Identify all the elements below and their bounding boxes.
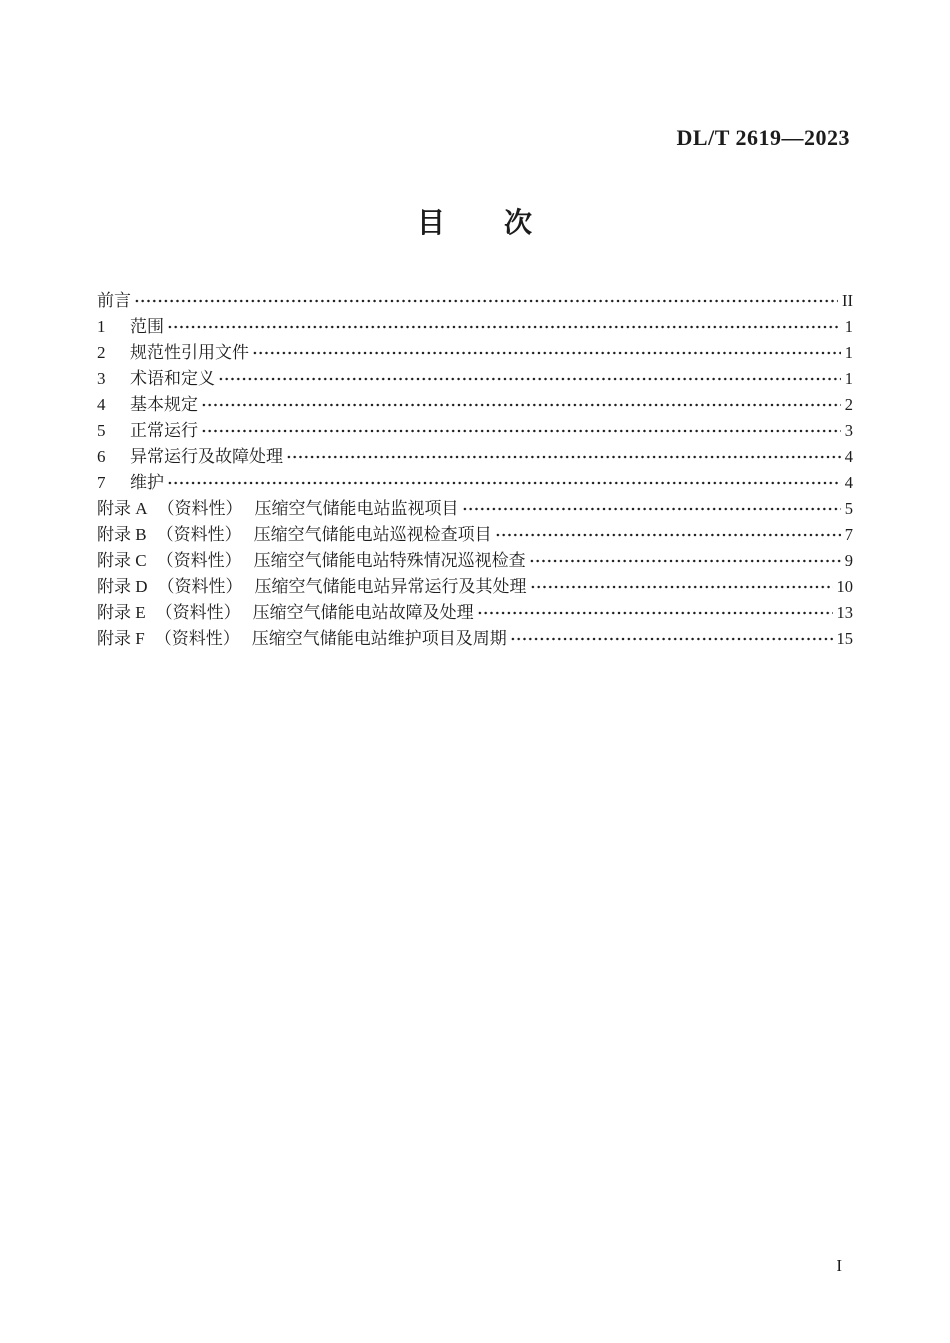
toc-entry-tag: （资料性） (154, 629, 240, 648)
toc-entry (97, 626, 853, 652)
toc-entry-title: 规范性引用文件 (130, 343, 249, 362)
dot-leader (286, 444, 841, 470)
toc-entry-number: 附录 E (97, 603, 146, 622)
toc-entry-page: 15 (836, 629, 853, 648)
dot-leader (529, 548, 841, 574)
toc-entry-number: 5 (97, 421, 106, 440)
toc-entry-page: 13 (836, 603, 853, 622)
toc-entry-number: 3 (97, 369, 106, 388)
dot-leader (252, 340, 841, 366)
toc-entry-title: 压缩空气储能电站异常运行及其处理 (254, 577, 527, 596)
toc-entry (97, 496, 853, 522)
toc-entry-number: 4 (97, 395, 106, 414)
toc-entry-title: 压缩空气储能电站故障及处理 (252, 603, 474, 622)
toc-entry-tag: （资料性） (156, 551, 242, 570)
toc-entry (97, 340, 853, 366)
dot-leader (167, 314, 841, 340)
toc-entry (97, 574, 853, 600)
toc-entry-page: II (842, 291, 853, 310)
toc-entry-tag: （资料性） (155, 603, 241, 622)
dot-leader (134, 288, 838, 314)
toc-entry (97, 366, 853, 392)
toc-entry (97, 288, 853, 314)
toc-entry (97, 600, 853, 626)
toc-entry-title: 范围 (130, 317, 164, 336)
toc-entry-page: 9 (844, 551, 853, 570)
toc-entry-title: 压缩空气储能电站特殊情况巡视检查 (253, 551, 526, 570)
page-title: 目 次 (416, 207, 533, 238)
toc-entry (97, 548, 853, 574)
table-of-contents (97, 288, 853, 652)
toc-entry-title: 异常运行及故障处理 (130, 447, 283, 466)
toc-entry-title: 维护 (130, 473, 164, 492)
dot-leader (167, 470, 841, 496)
toc-entry-page: 1 (844, 369, 853, 388)
toc-entry (97, 392, 853, 418)
toc-entry-title: 基本规定 (130, 395, 198, 414)
toc-entry-title: 术语和定义 (130, 369, 215, 388)
toc-entry-number: 2 (97, 343, 106, 362)
toc-entry-number: 1 (97, 317, 106, 336)
toc-entry-number: 附录 A (97, 499, 148, 518)
toc-entry-tag: （资料性） (156, 525, 242, 544)
toc-entry-number: 附录 B (97, 525, 147, 544)
toc-entry-number: 附录 F (97, 629, 145, 648)
toc-entry-title: 压缩空气储能电站巡视检查项目 (253, 525, 492, 544)
toc-entry-tag: （资料性） (157, 499, 243, 518)
toc-entry-page: 1 (844, 343, 853, 362)
toc-entry-title: 前言 (97, 291, 131, 310)
footer-page-number: I (836, 1256, 842, 1275)
dot-leader (462, 496, 841, 522)
dot-leader (477, 600, 833, 626)
toc-entry-title: 压缩空气储能电站维护项目及周期 (251, 629, 507, 648)
toc-entry (97, 522, 853, 548)
toc-entry-number: 6 (97, 447, 106, 466)
toc-entry-page: 4 (844, 447, 853, 466)
toc-entry (97, 444, 853, 470)
toc-entry (97, 418, 853, 444)
toc-entry-number: 7 (97, 473, 106, 492)
toc-entry-number: 附录 D (97, 577, 148, 596)
toc-entry-page: 4 (844, 473, 853, 492)
toc-entry (97, 470, 853, 496)
toc-entry (97, 314, 853, 340)
dot-leader (530, 574, 833, 600)
toc-entry-page: 10 (836, 577, 853, 596)
dot-leader (201, 392, 841, 418)
toc-entry-page: 7 (844, 525, 853, 544)
dot-leader (218, 366, 841, 392)
dot-leader (495, 522, 841, 548)
dot-leader (201, 418, 841, 444)
standard-number: DL/T 2619—2023 (676, 125, 850, 150)
toc-entry-page: 1 (844, 317, 853, 336)
toc-entry-title: 压缩空气储能电站监视项目 (254, 499, 459, 518)
toc-entry-page: 5 (844, 499, 853, 518)
toc-entry-title: 正常运行 (130, 421, 198, 440)
toc-entry-tag: （资料性） (157, 577, 243, 596)
toc-entry-number: 附录 C (97, 551, 147, 570)
toc-entry-page: 2 (844, 395, 853, 414)
dot-leader (510, 626, 833, 652)
toc-entry-page: 3 (844, 421, 853, 440)
